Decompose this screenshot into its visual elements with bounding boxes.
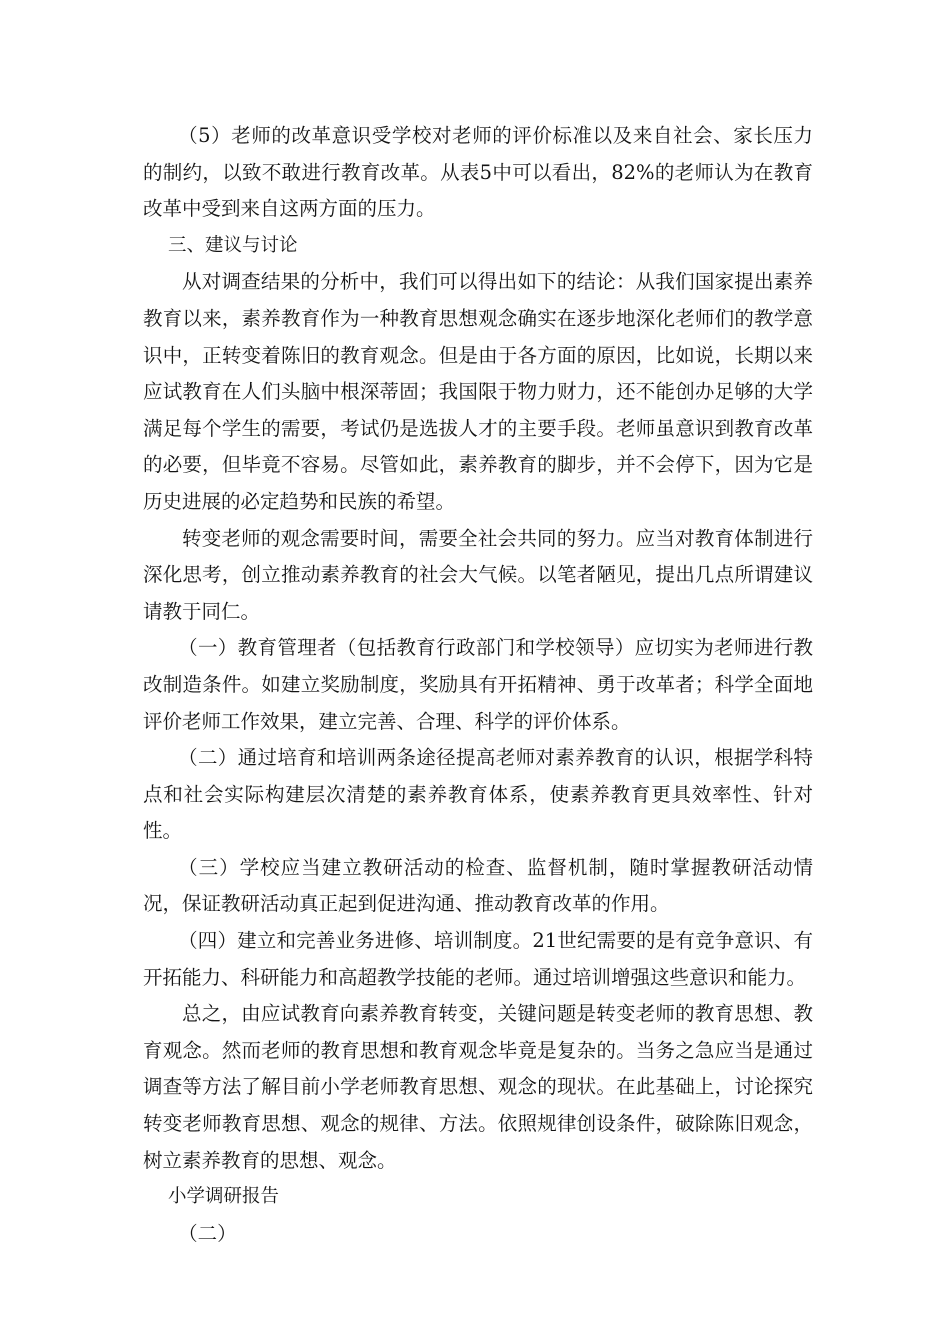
suggestion-item-2: （二）通过培育和培训两条途径提高老师对素养教育的认识，根据学科特点和社会实际构建层次清楚的素养教育体系，使素养教育更具效率性、针对性。 xyxy=(143,746,813,843)
suggestion-item-4: （四）建立和完善业务进修、培训制度。21世纪需要的是有竞争意识、有开拓能力、科研能力和高超教学技能的老师。通过培训增强这些意识和能力。 xyxy=(143,929,813,989)
paragraph-change-concept: 转变老师的观念需要时间，需要全社会共同的努力。应当对教育体制进行深化思考，创立推动素养教育的社会大气候。以笔者陋见，提出几点所谓建议请教于同仁。 xyxy=(143,526,813,623)
section-heading-suggestions: 三、建议与讨论 xyxy=(167,234,298,256)
suggestion-item-1: （一）教育管理者（包括教育行政部门和学校领导）应切实为老师进行教改制造条件。如建立奖励制度，奖励具有开拓精神、勇于改革者；科学全面地评价老师工作效果，建立完善、合理、科学的评价体系。 xyxy=(143,636,813,733)
document-body xyxy=(143,118,813,1252)
paragraph-item-5: （5）老师的改革意识受学校对老师的评价标准以及来自社会、家长压力的制约，以致不敢进行教育改革。从表5中可以看出，82%的老师认为在教育改革中受到来自这两方面的压力。 xyxy=(143,124,813,221)
report-title: 小学调研报告 xyxy=(167,1186,279,1208)
suggestion-item-3: （三）学校应当建立教研活动的检查、监督机制，随时掌握教研活动情况，保证教研活动真正起到促进沟通、推动教育改革的作用。 xyxy=(143,855,813,916)
report-part-label: （二） xyxy=(178,1221,237,1245)
paragraph-conclusion: 从对调查结果的分析中，我们可以得出如下的结论：从我们国家提出素养教育以来，素养教育作为一种教育思想观念确实在逐步地深化老师们的教学意识中，正转变着陈旧的教育观念。但是由于各方面的原因，比如说，长期以来应试教育在人们头脑中根深蒂固；我国限于物力财力，还不能创办足够的大学满足每个学生的需要，考试仍是选拔人才的主要手段。老师虽意识到教育改革的必要，但毕竟不容易。尽管如此，素养教育的脚步，并不会停下，因为它是历史进展的必定趋势和民族的希望。 xyxy=(143,270,813,513)
paragraph-summary: 总之，由应试教育向素养教育转变，关键问题是转变老师的教育思想、教育观念。然而老师的教育思想和教育观念毕竟是复杂的。当务之急应当是通过调查等方法了解目前小学老师教育思想、观念的现状。在此基础上，讨论探究转变老师教育思想、观念的规律、方法。依照规律创设条件，破除陈旧观念，树立素养教育的思想、观念。 xyxy=(143,1002,813,1172)
